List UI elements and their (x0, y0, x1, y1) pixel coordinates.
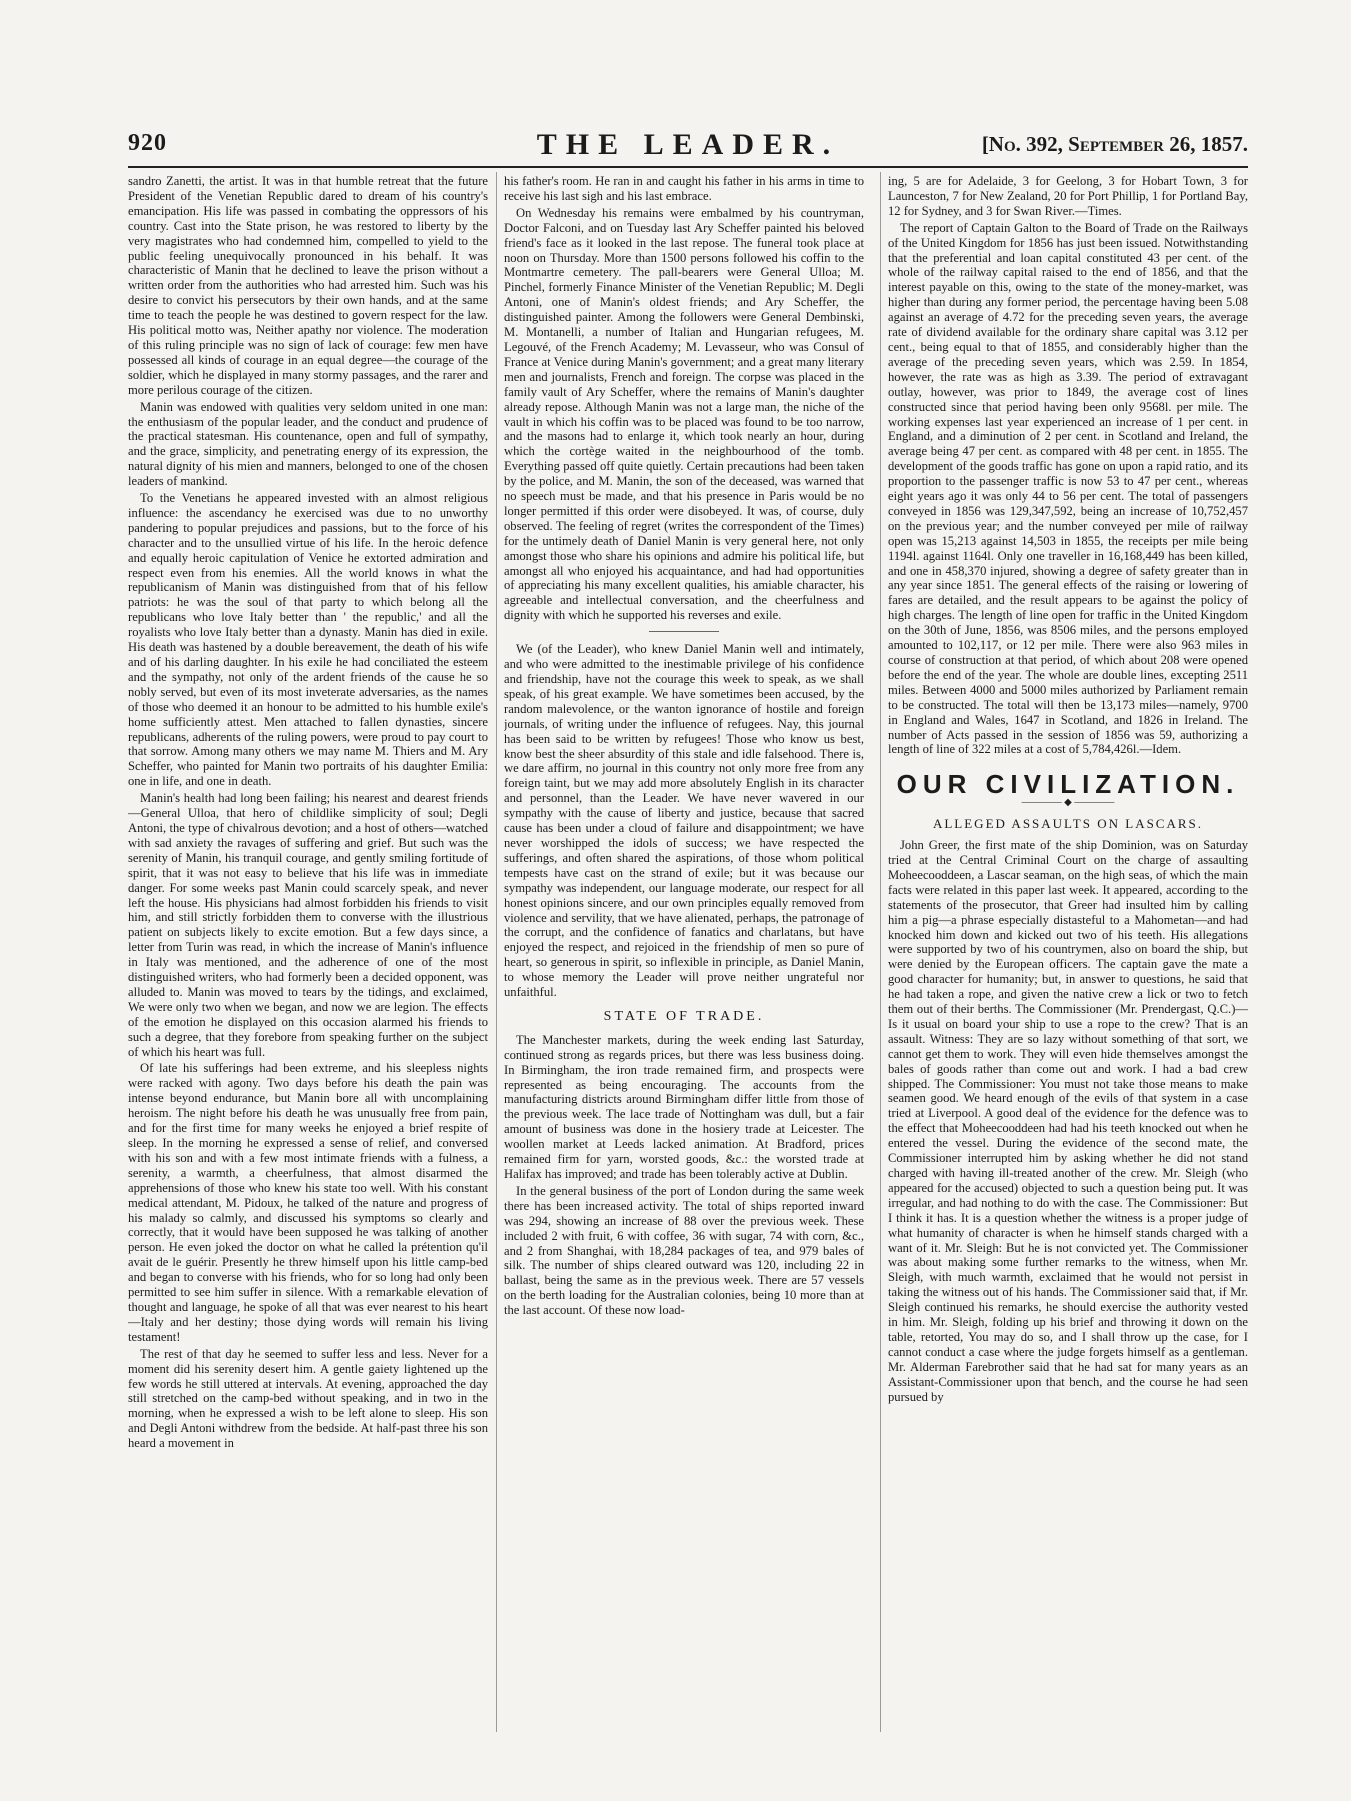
paragraph: The Manchester markets, during the week ending last Saturday, continued strong as regards prices, but there was less business doing. In Birmingham, the iron trade remained firm, and prospects were represented as being encouraging. The accounts from the manufacturing districts around Birmingham differ little from those of the previous week. The lace trade of Nottingham was dull, but a fair amount of business was done in the hosiery trade at Leicester. The woollen market at Leeds lacked animation. At Bradford, prices remained firm for yarn, worsted goods, &c.: the worsted trade at Halifax has improved; and trade has been tolerably active at Dublin. (504, 1032, 864, 1181)
paragraph: ing, 5 are for Adelaide, 3 for Geelong, 3 for Hobart Town, 3 for Launceston, 7 for New Zealand, 20 for Port Phillip, 1 for Portland Bay, 12 for Sydney, and 3 for Swan River.—Times. (888, 174, 1248, 218)
paragraph: The rest of that day he seemed to suffer less and less. Never for a moment did his serenity desert him. A gentle gaiety lightened up the few words he still uttered at intervals. At evening, approached the day still stretched on the camp-bed without speaking, and in two in the morning, when he expressed a wish to be left alone to sleep. His son and Degli Antoni withdrew from the bedside. At half-past three his son heard a movement in (128, 1346, 488, 1451)
section-title-civilization: OUR CIVILIZATION. (896, 769, 1240, 800)
paragraph: John Greer, the first mate of the ship Dominion, was on Saturday tried at the Central Criminal Court on the charge of assaulting Moheecooddeen, a Lascar seaman, on the high seas, of which the main facts were related in this paper last week. It appeared, according to the statements of the prosecutor, that Greer had insulted him by calling him a pig—a phrase especially distasteful to a Mahometan—and had knocked him down and kicked out two of his teeth. His allegations were supported by two of his countrymen, also on board the ship, but were denied by the European officers. The captain gave the mate a good character for humanity; but, in answer to questions, he said that he had taken a rope, and given the native crew a lick or two to fetch them out of their berths. The Commissioner (Mr. Prendergast, Q.C.)—Is it usual on board your ship to use a rope to the crew? That is an assault. Witness: They are so lazy without something of that sort, we cannot get them to work. They will even hide themselves amongst the bales of goods rather than come out and work. I had a bad crew shipped. The Commissioner: You must not take those means to make seamen good. We heard enough of the evils of that system in a case tried at Liverpool. A good deal of the evidence for the defence was to the effect that Moheecooddeen had had his teeth knocked out when he entered the vessel. During the evidence of the second mate, the Commissioner interrupted him by asking whether he did not stand charged with having ill-treated another of the crew. Mr. Sleigh (who appeared for the accused) objected to such a question being put. It was irregular, and had nothing to do with the case. The Commissioner: But I think it has. It is a question whether the witness is a proper judge of what humanity of character is when he himself stands charged with a want of it. Mr. Sleigh: But he is not convicted yet. The Commissioner was about making some further remarks to the witness, when Mr. Sleigh, with much warmth, exclaimed that he would not persist in taking the witness out of his hands. The Commissioner said that, if Mr. Sleigh continued his remarks, he should exercise the authority vested in him. Mr. Sleigh, folding up his brief and throwing it down on the table, retorted, You may do so, and I shall throw up the case, for I cannot conduct a case where the judge forgets himself as a gentleman. Mr. Alderman Farebrother said that he had sat for many years as an Assistant-Commissioner upon that bench, and the course he had seen pursued by (888, 838, 1248, 1404)
article-subtitle: ALLEGED ASSAULTS ON LASCARS. (932, 816, 1204, 832)
page-header (128, 128, 1248, 168)
paragraph: On Wednesday his remains were embalmed by his countryman, Doctor Falconi, and on Tuesday last Ary Scheffer painted his beloved friend's face as it looked in the last repose. The funeral took place at noon on Thursday. More than 1500 persons followed his coffin to the Montmartre cemetery. The pall-bearers were General Ulloa; M. Pinchel, formerly Finance Minister of the Venetian Republic; M. Degli Antoni, one of Manin's oldest friends; and Ary Scheffer, the distinguished painter. Among the followers were General Dembinski, M. Montanelli, a number of Italian and Hungarian refugees, M. Legouvé, of the French Academy; M. Levasseur, who was Consul of France at Venice during Manin's government; and a great many literary men and journalists, French and foreign. The corpse was placed in the family vault of Ary Scheffer, where the remains of Manin's daughter already repose. Although Manin was not a large man, the niche of the vault in which his coffin was to be placed was found to be too narrow, and the masons had to enlarge it, which took nearly an hour, during which the cortège waited in the neighbourhood of the tomb. Everything passed off quite quietly. Certain precautions had been taken by the police, and M. Manin, the son of the deceased, was warned that no speech must be made, and that his presence in Paris would be no longer permitted if this order were disobeyed. It was, of course, duly observed. The feeling of regret (writes the correspondent of the Times) for the untimely death of Daniel Manin is very general here, not only amongst those who share his opinions and admire his political life, but amongst all who enjoyed his acquaintance, and had had opportunities of appreciating his many excellent qualities, his amiable character, his agreeable and intellectual conversation, and the cheerfulness and dignity with which he supported his reverses and exile. (504, 205, 864, 623)
column-3 (888, 174, 1248, 1744)
paragraph: The report of Captain Galton to the Board of Trade on the Railways of the United Kingdom for 1856 has just been issued. Notwithstanding that the preferential and loan capital constituted 43 per cent. of the whole of the railway capital raised to the end of 1856, and that the interest payable on this, owing to the state of the money-market, was higher than during any former period, the percentage having been 5.08 against an average of 4.72 for the preceding seven years, the average rate of dividend available for the ordinary share capital was 3.12 per cent., being equal to that of 1855, and considerably higher than the average of the preceding seven years, which was 2.59. In 1854, however, the rate was as high as 3.39. The period of extravagant outlay, however, was prior to 1849, the average cost of lines constructed since that period having been only 9568l. per mile. The working expenses last year experienced an increase of 1 per cent. in England, and a diminution of 2 per cent. in Scotland and Ireland, the average being 47 per cent. as compared with 48 per cent. in 1855. The development of the goods traffic has gone on upon a rapid ratio, and its proportion to the passenger traffic is now 53 to 47 per cent., whereas eight years ago it was only 44 to 56 per cent. The total of passengers conveyed in 1856 was 129,347,592, being an increase of 10,752,457 on the previous year; and the number conveyed per mile of railway open was 15,213 against 14,503 in 1855, the receipts per mile being 1194l. against 1164l. Only one traveller in 16,168,449 has been killed, and one in 458,370 injured, showing a degree of safety greater than in any year since 1851. The general effects of the raising or lowering of fares are detailed, and the result appears to be against the policy of high charges. The length of line open for traffic in the United Kingdom on the 30th of June, 1856, was 8506 miles, and the persons employed amounted to 102,117, or 12 per mile. There were also 963 miles in course of construction at that period, of which about 208 were opened before the end of the year. The whole are double lines, excepting 2511 miles. Between 4000 and 5000 miles authorized by Parliament remain to be constructed. The total will then be 13,173 miles—namely, 9700 in England and Wales, 1647 in Scotland, and 1826 in Ireland. The number of Acts passed in the session of 1856 was 59, authorizing a length of line of 322 miles at a cost of 5,784,426l.—Idem. (888, 220, 1248, 757)
paragraph: In the general business of the port of London during the same week there has been increased activity. The total of ships reported inward was 294, showing an increase of 88 over the previous week. These included 2 with fruit, 6 with coffee, 36 with sugar, 74 with corn, &c., and 2 from Shanghai, with 18,284 packages of tea, and 979 bales of silk. The number of ships cleared outward was 120, including 22 in ballast, being the same as in the previous week. There are 57 vessels on the berth loading for the Australian colonies, being 10 more than at the last account. Of these now load- (504, 1183, 864, 1318)
masthead: THE LEADER. (536, 128, 840, 161)
column-rule (496, 172, 497, 1732)
paragraph: Of late his sufferings had been extreme, and his sleepless nights were racked with agony. Two days before his death the pain was intense beyond endurance, but Manin bore all with uncomplaining heroism. The night before his death he was unusually free from pain, and for the first time for many weeks he enjoyed a brief respite of sleep. In the morning he expressed a sense of relief, and conversed with his son and with a few most intimate friends with a fulness, a serenity, a warmth, a cheerfulness, that almost disarmed the apprehensions of those who knew his state too well. With his constant medical attendant, M. Pidoux, he talked of the nature and progress of his malady so calmly, and discussed his symptoms so clearly and correctly, that it would have been supposed he was talking of another person. He even joked the doctor on what he called la prétention qu'il avait de le guérir. Presently he threw himself upon his little camp-bed and began to converse with his friends, who for so long had only been permitted to see him suffer in silence. With a remarkable elevation of thought and language, he spoke of all that was ever nearest to his heart—Italy and her destiny; those dying words will remain his living testament! (128, 1061, 488, 1344)
paragraph: Manin was endowed with qualities very seldom united in one man: the enthusiasm of the popular leader, and the conduct and prudence of the practical statesman. His countenance, open and full of sympathy, and the grace, simplicity, and penetrating energy of its expression, the natural dignity of his mien and manners, belonged to one of the chosen leaders of mankind. (128, 399, 488, 489)
issue-line: [No. 392, September 26, 1857. (981, 132, 1248, 156)
paragraph: his father's room. He ran in and caught his father in his arms in time to receive his last sigh and his last embrace. (504, 174, 864, 203)
section-title-trade: STATE OF TRADE. (603, 1008, 765, 1024)
paragraph: To the Venetians he appeared invested with an almost religious influence: the ascendancy he exercised was due to no unworthy pandering to popular prejudices and passions, but to the force of his character and to the unsullied virtue of his life. In the heroic defence and equally heroic capitulation of Venice he extorted admiration and respect even from his enemies. All the world knows in what the republicanism of Manin was distinguished from that of his fellow patriots: he was the soul of that party to which belong all the republicans who love Italy better than ' the republic,' and all the royalists who love Italy better than a dynasty. Manin has died in exile. His death was hastened by a double bereavement, the death of his wife and of his darling daughter. In his exile he had conciliated the esteem and the sympathy, not only of the ardent friends of the cause he so nobly served, but even of its most inveterate adversaries, as the names of those who deemed it an honour to be admitted to his humble exile's home sufficiently attest. Men attached to fallen dynasties, sincere republicans, adherents of the ruling powers, were proud to pay court to that sorrow. Among many others we may name M. Thiers and M. Ary Scheffer, who painted for Manin two portraits of his daughter Emilia: one in life, and one in death. (128, 491, 488, 789)
paragraph: sandro Zanetti, the artist. It was in that humble retreat that the future President of the Venetian Republic dared to dream of his country's emancipation. His life was passed in combating the oppressors of his country. Cast into the State prison, he was restored to liberty by the very magistrates who had condemned him, compelled to yield to the public feeling unequivocally pronounced in his behalf. It was characteristic of Manin that he declined to leave the prison without a written order from the authorities who had arrested him. Such was his desire to convict his persecutors by their own hands, and at the same time to teach the people he was destined to govern respect for the law. His political motto was, Neither apathy nor violence. The moderation of this ruling principle was no sign of lack of courage: few men have possessed all kinds of courage in an equal degree—the courage of the soldier, which he displayed in many stormy passages, and the rarer and more perilous courage of the citizen. (128, 174, 488, 397)
page-number: 920 (128, 130, 167, 156)
ornament-rule: ———— ◆ ———— (1021, 797, 1115, 809)
column-rule (880, 172, 881, 1732)
paragraph: Manin's health had long been failing; his nearest and dearest friends—General Ulloa, that hero of childlike simplicity of soul; Degli Antoni, the type of chivalrous devotion; and a host of others—watched with sad anxiety the ravages of suffering and grief. But such was the serenity of Manin, his tranquil courage, and gently smiling fortitude of spirit, that it was not easy to believe that his life was in immediate danger. For some weeks past Manin could scarcely speak, and never left the house. His physicians had almost forbidden his friends to visit him, and still strictly forbidden them to converse with the illustrious patient on subjects likely to excite emotion. But a few days since, a letter from Turin was read, in which the increase of Manin's influence in Italy was mentioned, and the adherence of one of the most distinguished writers, who had formerly been a decided opponent, was alluded to. Manin was moved to tears by the tidings, and exclaimed, We were only two when we began, and now we are legion. The effects of the emotion he displayed on this occasion alarmed his friends to such a degree, that they forebore from speaking further on the subject of which his heart was full. (128, 791, 488, 1059)
column-1 (128, 174, 488, 1744)
leader-statement: We (of the Leader), who knew Daniel Manin well and intimately, and who were admitted to the inestimable privilege of his confidence and friendship, have not the courage this week to speak, as we shall speak, of his great example. We have sometimes been accused, by the random malevolence, or the wanton ignorance of hostile and foreign journals, of writing under the influence of refugees. Nay, this journal has been said to be written by refugees! Those who know us best, know best the sheer absurdity of this stale and idle falsehood. There is, we dare affirm, no journal in this country not only more free from any foreign taint, but we may add more absolutely English in its character and personnel, than the Leader. We have never wavered in our sympathy with the cause of liberty and justice, because that sacred cause has been under a cloud of failure and disappointment; we have never worshipped the idols of success; we have respected the sufferings, and often shared the aspirations, of those whom political tempests have cast on the strand of exile; but it was because our sympathy was independent, our language moderate, our respect for all honest opinions sincere, and our own principles equally removed from violence and servility, that we have alienated, perhaps, the patronage of the corrupt, and the confidence of fanatics and charlatans, but have enjoyed the respect, and rejoiced in the friendship of men so pure of heart, so generous in spirit, so inflexible in principle, as Daniel Manin, to whose memory the Leader will prove neither ungrateful nor unfaithful. (504, 642, 864, 1000)
column-2 (504, 174, 864, 1744)
section-divider (649, 631, 719, 632)
